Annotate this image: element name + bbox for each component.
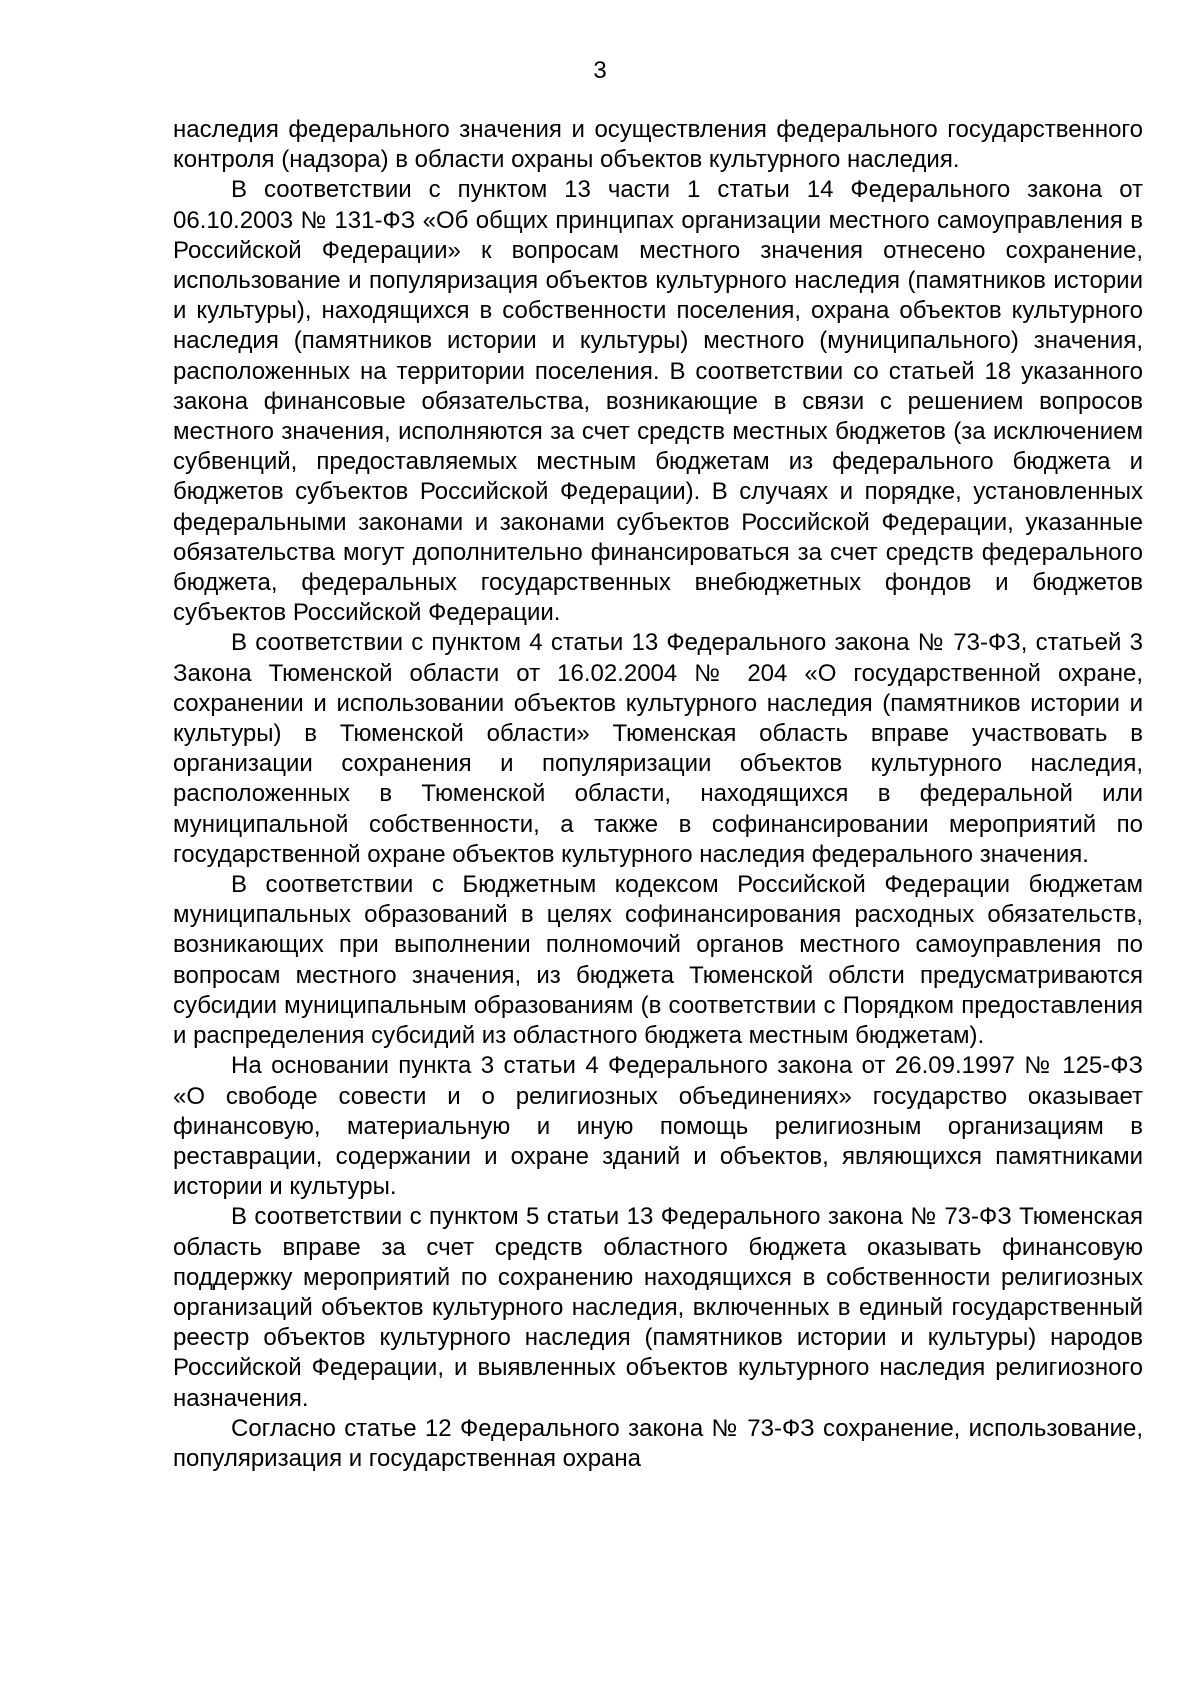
paragraph-federal-law-131: В соответствии с пунктом 13 части 1 статьи 14 Федерального закона от 06.10.2003 № 131-ФЗ «Об общих принципах организации местного самоуправления в Российской Федерации» к вопросам местного значения отнесено сохранение, использование и популяризация объектов культурного наследия (памятников истории и культуры), находящихся в собственности поселения, охрана объектов культурного наследия (памятников истории и культуры) местного (муниципального) значения, расположенных на территории поселения. В соответствии со статьей 18 указанного закона финансовые обязательства, возникающие в связи с решением вопросов местного значения, исполняются за счет средств местных бюджетов (за исключением субвенций, предоставляемых местным бюджетам из федерального бюджета и бюджетов субъектов Российской Федерации). В случаях и порядке, установленных федеральными законами и законами субъектов Российской Федерации, указанные обязательства могут дополнительно финансироваться за счет средств федерального бюджета, федеральных государственных внебюджетных фондов и бюджетов субъектов Российской Федерации. (173, 176, 1143, 627)
document-body (173, 115, 1143, 1474)
page-number: 3 (593, 57, 607, 84)
paragraph-religious-organizations: В соответствии с пунктом 5 статьи 13 Федерального закона № 73-ФЗ Тюменская область вправе за счет средств областного бюджета оказывать финансовую поддержку мероприятий по сохранению находящихся в собственности религиозных организаций объектов культурного наследия, включенных в единый государственный реестр объектов культурного наследия (памятников истории и культуры) народов Российской Федерации, и выявленных объектов культурного наследия религиозного назначения. (173, 1203, 1143, 1412)
paragraph-tyumen-law-204: В соответствии с пунктом 4 статьи 13 Федерального закона № 73-ФЗ, статьей 3 Закона Тюменской области от 16.02.2004 № 204 «О государственной охране, сохранении и использовании объектов культурного наследия (памятников истории и культуры) в Тюменской области» Тюменская область вправе участвовать в организации сохранения и популяризации объектов культурного наследия, расположенных в Тюменской области, находящихся в федеральной или муниципальной собственности, а также в софинансировании мероприятий по государственной охране объектов культурного наследия федерального значения. (173, 629, 1143, 868)
paragraph-continuation: наследия федерального значения и осуществления федерального государственного контроля (надзора) в области охраны объектов культурного наследия. (173, 116, 1143, 174)
paragraph-federal-law-125: На основании пункта 3 статьи 4 Федерального закона от 26.09.1997 № 125-ФЗ «О свободе совести и о религиозных объединениях» государство оказывает финансовую, материальную и иную помощь религиозным организациям в реставрации, содержании и охране зданий и объектов, являющихся памятниками истории и культуры. (173, 1052, 1143, 1201)
paragraph-article-12: Согласно статье 12 Федерального закона № 73-ФЗ сохранение, использование, популяризация и государственная охрана (173, 1414, 1143, 1472)
paragraph-budget-code: В соответствии с Бюджетным кодексом Российской Федерации бюджетам муниципальных образований в целях софинансирования расходных обязательств, возникающих при выполнении полномочий органов местного самоуправления по вопросам местного значения, из бюджета Тюменской облсти предусматриваются субсидии муниципальным образованиям (в соответствии с Порядком предоставления и распределения субсидий из областного бюджета местным бюджетам). (173, 871, 1143, 1050)
